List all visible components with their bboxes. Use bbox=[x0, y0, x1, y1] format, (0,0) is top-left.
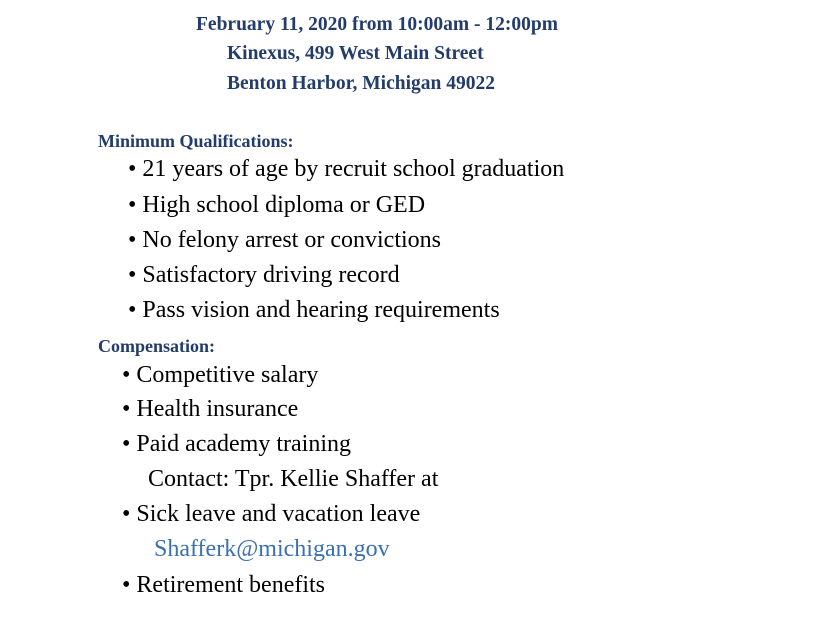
bullet-icon: • bbox=[122, 572, 131, 598]
bullet-icon: • bbox=[128, 192, 137, 218]
compensation-item bbox=[122, 501, 420, 528]
event-city: Benton Harbor, Michigan 49022 bbox=[227, 73, 495, 94]
bullet-icon: • bbox=[122, 431, 131, 457]
event-date-time: February 11, 2020 from 10:00am - 12:00pm bbox=[196, 14, 558, 35]
compensation-text: Paid academy training bbox=[136, 431, 351, 457]
event-location: Kinexus, 499 West Main Street bbox=[227, 43, 484, 64]
qualification-item bbox=[128, 227, 441, 254]
compensation-text: Health insurance bbox=[136, 396, 299, 422]
qualification-text: Satisfactory driving record bbox=[142, 262, 400, 288]
qualification-item bbox=[128, 192, 425, 219]
compensation-item bbox=[122, 431, 351, 458]
qualification-text: Pass vision and hearing requirements bbox=[142, 297, 500, 323]
compensation-heading: Compensation: bbox=[98, 336, 216, 356]
bullet-icon: • bbox=[128, 297, 137, 323]
qualification-text: High school diploma or GED bbox=[142, 192, 426, 218]
compensation-item bbox=[122, 572, 325, 599]
bullet-icon: • bbox=[128, 227, 137, 253]
qualification-text: 21 years of age by recruit school graduation bbox=[142, 156, 565, 182]
compensation-item bbox=[122, 396, 298, 423]
compensation-item bbox=[122, 362, 318, 389]
qualification-item bbox=[128, 262, 400, 289]
qualification-item bbox=[128, 156, 564, 183]
bullet-icon: • bbox=[122, 362, 131, 388]
contact-text: Contact: Tpr. Kellie Shaffer at bbox=[148, 466, 439, 492]
qualification-text: No felony arrest or convictions bbox=[142, 227, 441, 253]
compensation-text: Retirement benefits bbox=[136, 572, 326, 598]
compensation-text: Competitive salary bbox=[136, 362, 319, 388]
qualifications-heading: Minimum Qualifications: bbox=[98, 131, 294, 151]
compensation-text: Sick leave and vacation leave bbox=[136, 501, 421, 527]
bullet-icon: • bbox=[122, 501, 131, 527]
bullet-icon: • bbox=[128, 262, 137, 288]
bullet-icon: • bbox=[128, 156, 137, 182]
contact-email-link[interactable]: Shafferk@michigan.gov bbox=[154, 536, 390, 562]
bullet-icon: • bbox=[122, 396, 131, 422]
qualification-item bbox=[128, 297, 500, 324]
